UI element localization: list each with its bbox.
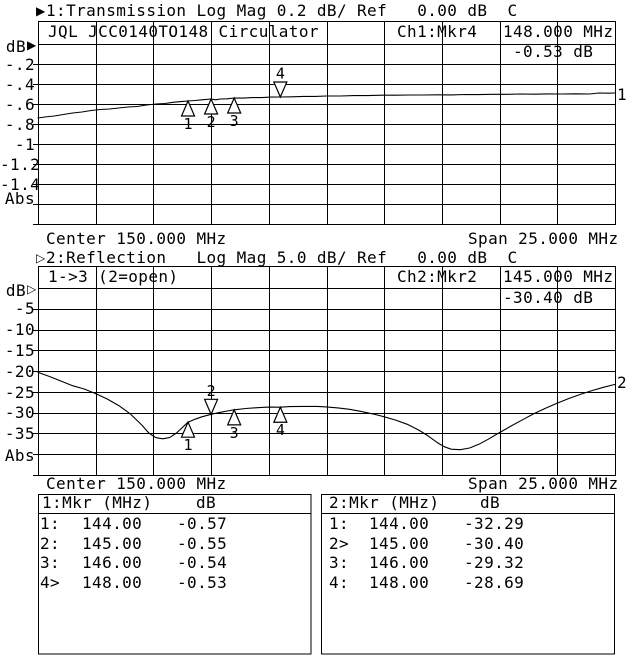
ch1-title: JQL JCC0140TO148 Circulator <box>48 22 319 41</box>
ch2-axis-label: -25 <box>4 382 35 402</box>
mkr-table1-row-value: -0.57 <box>177 514 228 533</box>
mkr-table2-row-value: -30.40 <box>464 533 525 553</box>
ch1-axis-label: -.8 <box>4 114 35 134</box>
ch1-span-freq: Span 25.000 MHz <box>468 229 619 248</box>
mkr-table1-box <box>39 495 312 655</box>
ch2-axis-label: -15 <box>4 340 35 360</box>
ch1-marker-2-number: 2 <box>206 113 216 131</box>
ch2-axis-label: -35 <box>4 424 35 444</box>
ch1-ref-level-arrow-icon: ▶ <box>27 37 37 52</box>
ch1-axis-label: -1.4 <box>0 174 41 194</box>
ch2-axis-label: -10 <box>4 320 35 340</box>
ch2-axis-label: -5 <box>14 299 35 319</box>
ch1-axis-label: -.4 <box>4 74 35 94</box>
ch1-trace <box>38 93 615 118</box>
ch1-marker-1-triangle <box>182 101 195 116</box>
ch2-marker-readout-label: Ch2:Mkr2 <box>397 267 478 286</box>
ch2-axis-abs-label: Abs <box>4 445 35 465</box>
ch2-marker-4-number: 4 <box>275 421 285 440</box>
mkr-table2-row-freq: 145.00 <box>369 533 430 553</box>
ch1-axis-abs-label: Abs <box>4 188 35 208</box>
ch2-active-arrow-icon: ▷ <box>36 251 46 265</box>
ch2-marker-2-number: 2 <box>206 381 216 400</box>
ch2-axis-label: -30 <box>4 403 35 423</box>
ch2-marker-1-number: 1 <box>183 436 193 455</box>
ch1-marker-4-triangle <box>274 82 287 97</box>
ch1-marker-readout-freq: 148.000 MHz <box>503 22 614 41</box>
mkr-table2-row-num: 2> <box>329 533 350 553</box>
ch2-center-freq: Center 150.000 MHz <box>46 474 227 493</box>
mkr-table1-row-num: 1: <box>40 514 61 533</box>
ch2-trace <box>38 372 615 449</box>
ch2-header: 2:Reflection Log Mag 5.0 dB/ Ref 0.00 dB C <box>46 248 518 267</box>
ch2-axis-unit: dB <box>5 281 26 300</box>
ch2-axis-label: -20 <box>4 361 35 381</box>
ch2-marker-2-triangle <box>205 399 218 414</box>
ch1-axis-unit: dB <box>5 37 26 56</box>
mkr-table1-row-value: -0.54 <box>177 553 228 572</box>
ch1-active-arrow-icon: ▶ <box>36 4 46 18</box>
ch1-trace-number-label: 1 <box>617 85 628 104</box>
ch1-axis-label: -1.2 <box>0 154 41 174</box>
mkr-table2-row-freq: 146.00 <box>369 553 430 572</box>
mkr-table2-row-value: -28.69 <box>464 572 525 592</box>
mkr-table1-row-value: -0.55 <box>177 533 228 553</box>
ch1-axis-label: -.6 <box>4 94 35 114</box>
mkr-table1-row-num: 4> <box>40 572 61 592</box>
mkr-table1-row-freq: 148.00 <box>82 572 143 592</box>
ch2-ref-level-arrow-icon: ▷ <box>27 281 37 296</box>
mkr-table2-row-num: 4: <box>329 572 350 592</box>
mkr-table2-row-num: 1: <box>329 514 350 533</box>
mkr-table2-row-num: 3: <box>329 553 350 572</box>
mkr-table1-row-num: 3: <box>40 553 61 572</box>
mkr-table1-row-value: -0.53 <box>177 572 228 592</box>
mkr-table1-row-num: 2: <box>40 533 61 553</box>
ch2-span-freq: Span 25.000 MHz <box>468 474 619 493</box>
mkr-table1-unit: dB <box>196 493 217 512</box>
mkr-table1-title: 1:Mkr (MHz) <box>42 493 153 512</box>
mkr-table1-row-freq: 146.00 <box>82 553 143 572</box>
mkr-table2-row-freq: 144.00 <box>369 514 430 533</box>
ch2-title: 1->3 (2=open) <box>48 267 179 286</box>
mkr-table2-title: 2:Mkr (MHz) <box>329 493 440 512</box>
mkr-table2-row-freq: 148.00 <box>369 572 430 592</box>
ch1-marker-4-number: 4 <box>275 64 285 83</box>
ch1-marker-readout-label: Ch1:Mkr4 <box>397 22 478 41</box>
mkr-table2-row-value: -29.32 <box>464 553 525 572</box>
ch2-marker-readout-value: -30.40 dB <box>503 288 594 307</box>
mkr-table1-row-freq: 144.00 <box>82 514 143 533</box>
ch2-marker-1-triangle <box>182 422 195 437</box>
ch1-marker-2-triangle <box>205 99 218 114</box>
ch2-marker-4-triangle <box>274 407 287 422</box>
ch1-center-freq: Center 150.000 MHz <box>46 229 227 248</box>
ch2-marker-3-number: 3 <box>229 423 239 442</box>
ch1-marker-readout-value: -0.53 dB <box>513 42 594 61</box>
ch2-marker-readout-freq: 145.000 MHz <box>503 267 614 286</box>
mkr-table2-row-value: -32.29 <box>464 514 525 533</box>
mkr-table1-row-freq: 145.00 <box>82 533 143 553</box>
ch1-axis-label: -1 <box>14 134 35 154</box>
ch1-marker-3-triangle <box>228 98 241 113</box>
ch2-marker-3-triangle <box>228 410 241 425</box>
ch2-trace-number-label: 2 <box>617 373 628 392</box>
ch1-marker-3-number: 3 <box>229 112 239 130</box>
ch1-header: 1:Transmission Log Mag 0.2 dB/ Ref 0.00 dB C <box>46 1 518 20</box>
ch1-marker-1-number: 1 <box>183 115 193 133</box>
ch1-axis-label: -.2 <box>4 54 35 74</box>
mkr-table2-unit: dB <box>480 493 501 512</box>
